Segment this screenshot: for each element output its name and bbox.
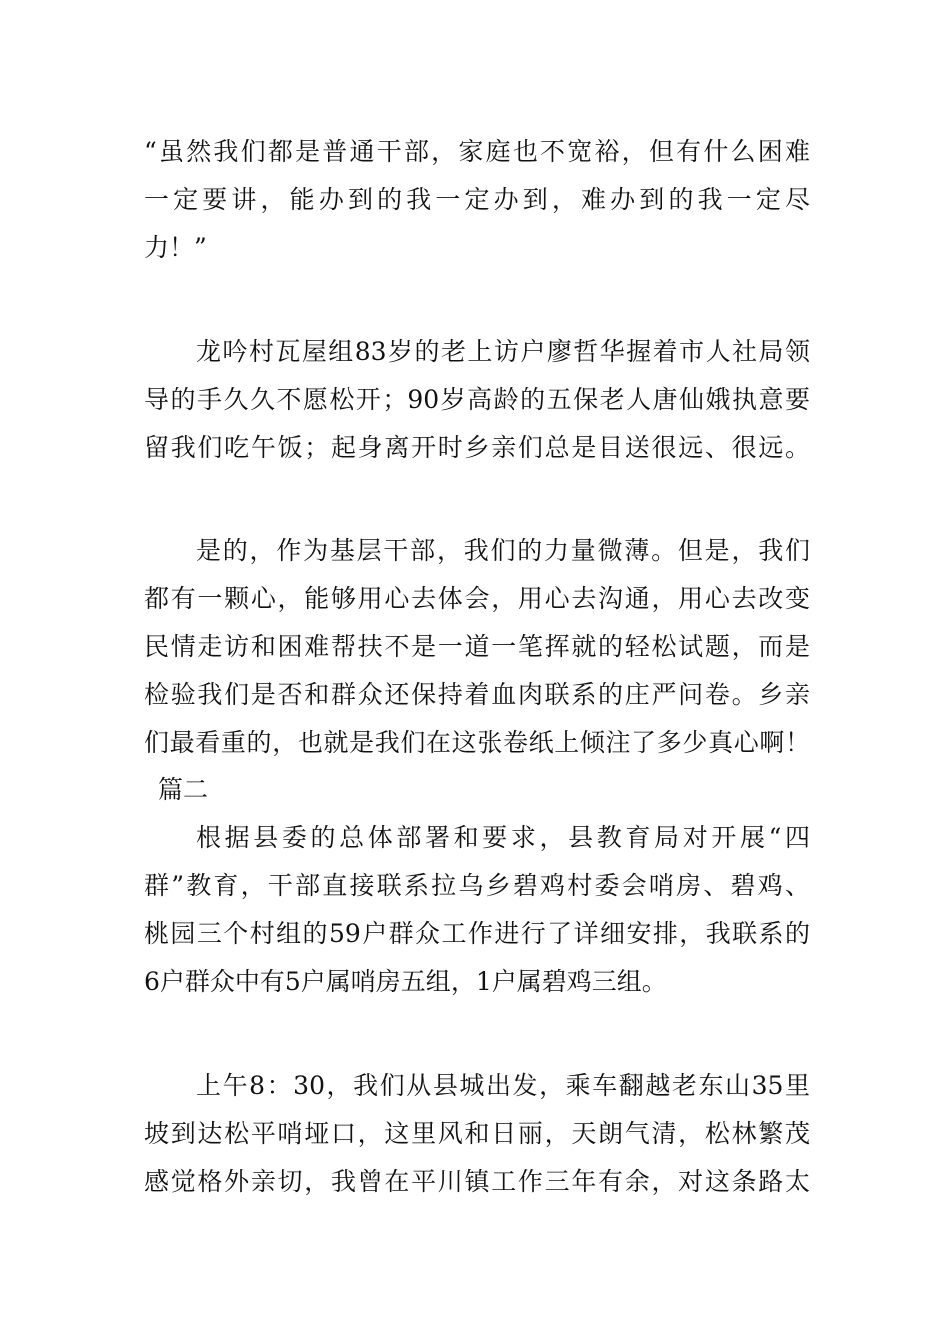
paragraph-5-line-2: 坡到达松平哨垭口，这里风和日丽，天朗气清，松林繁茂 <box>144 1119 810 1148</box>
paragraph-1-line-2: 一定要讲，能办到的我一定办到，难办到的我一定尽 <box>144 185 810 214</box>
paragraph-3-line-2: 都有一颗心，能够用心去体会，用心去沟通，用心去改变 <box>144 584 810 613</box>
paragraph-3-line-1: 是的，作为基层干部，我们的力量微薄。但是，我们 <box>196 536 810 565</box>
paragraph-5-line-3: 感觉格外亲切，我曾在平川镇工作三年有余，对这条路太 <box>144 1167 810 1196</box>
paragraph-2-line-3: 留我们吃午饭；起身离开时乡亲们总是目送很远、很远。 <box>144 433 810 462</box>
paragraph-3-line-3: 民情走访和困难帮扶不是一道一笔挥就的轻松试题，而是 <box>144 632 810 661</box>
paragraph-3-line-4: 检验我们是否和群众还保持着血肉联系的庄严问卷。乡亲 <box>144 680 810 709</box>
paragraph-4-line-1: 根据县委的总体部署和要求，县教育局对开展“四 <box>196 823 810 852</box>
paragraph-1-line-3: 力！” <box>144 233 207 262</box>
paragraph-2-line-1: 龙吟村瓦屋组83岁的老上访户廖哲华握着市人社局领 <box>196 337 810 366</box>
paragraph-4-line-3: 桃园三个村组的59户群众工作进行了详细安排，我联系的 <box>144 919 810 948</box>
paragraph-4-line-4: 6户群众中有5户属哨房五组，1户属碧鸡三组。 <box>144 967 667 996</box>
paragraph-3-line-5: 们最看重的，也就是我们在这张卷纸上倾注了多少真心啊！ <box>144 728 810 757</box>
paragraph-2-line-2: 导的手久久不愿松开；90岁高龄的五保老人唐仙娥执意要 <box>144 385 810 414</box>
paragraph-1-line-1: “虽然我们都是普通干部，家庭也不宽裕，但有什么困难 <box>144 137 810 166</box>
paragraph-5-line-1: 上午8：30，我们从县城出发，乘车翻越老东山35里 <box>196 1071 810 1100</box>
section-heading: 篇二 <box>158 775 209 804</box>
paragraph-4-line-2: 群”教育，干部直接联系拉乌乡碧鸡村委会哨房、碧鸡、 <box>144 871 810 900</box>
